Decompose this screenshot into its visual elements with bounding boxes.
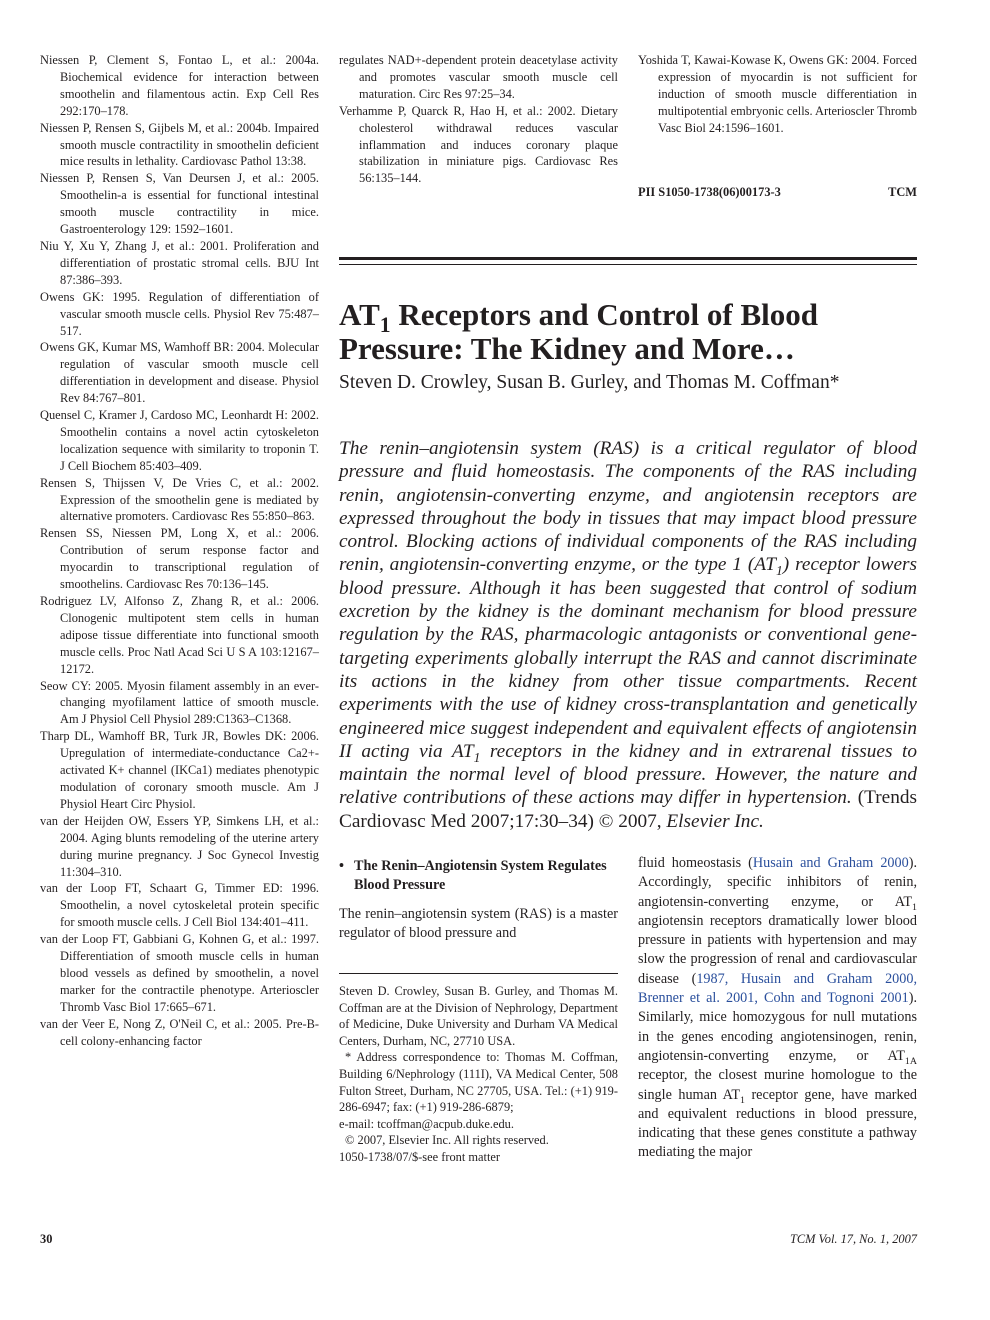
reference-item: Seow CY: 2005. Myosin filament assembly in an ever-changing myofilament lattice of smooth muscle. Am J Physiol Cell Physiol 289:C1363–C1368. bbox=[40, 678, 319, 727]
reference-item: Verhamme P, Quarck R, Hao H, et al.: 2002. Dietary cholesterol withdrawal reduces vascular inflammation and induces coronary plaque stabilization in miniature pigs. Cardiovasc Res 56:135–144. bbox=[339, 103, 618, 186]
article-title: $AT_1$ Receptors and Control of Blood Pressure: The Kidney and More… bbox=[339, 297, 819, 366]
reference-item: Niessen P, Clement S, Fontao L, et al.: 2004a. Biochemical evidence for interaction between smoothelin and filamentous actin. Exp Cell Res 292:170–178. bbox=[40, 53, 319, 118]
reference-list-col2 bbox=[339, 52, 618, 187]
reference-list-col3 bbox=[638, 52, 917, 137]
reference-item: regulates NAD+-dependent protein deacetylase activity and promotes vascular smooth muscle cell maturation. Circ Res 97:25–34. bbox=[339, 53, 618, 101]
affiliation-note: Steven D. Crowley, Susan B. Gurley, and Thomas M. Coffman are at the Division of Nephrology, Department of Medicine, Duke University and Durham VA Medical Centers, Durham, NC, 27710 USA. bbox=[339, 984, 618, 1048]
header-rule-thin bbox=[339, 264, 917, 265]
issn-note: 1050-1738/07/$-see front matter bbox=[339, 1149, 501, 1164]
reference-item: Rensen SS, Niessen PM, Long X, et al.: 2006. Contribution of serum response factor and myocardin to transcriptional regulation of smoothelins. Cardiovasc Res 70:136–145. bbox=[40, 526, 319, 592]
article-authors: Steven D. Crowley, Susan B. Gurley, and Thomas M. Coffman* bbox=[339, 372, 840, 393]
reference-item: van der Veer E, Nong Z, O'Neil C, et al.: 2005. Pre-B-cell colony-enhancing factor bbox=[40, 1016, 319, 1048]
pii-line bbox=[638, 185, 917, 200]
journal-tag: TCM bbox=[888, 185, 917, 199]
reference-item: van der Loop FT, Gabbiani G, Kohnen G, et al.: 1997. Differentiation of smooth muscle cells in human blood vessels as defined by smoothelin, a novel marker for the contractile phenotype. Arterioscler Thromb Vasc Biol 17:665–671. bbox=[40, 932, 319, 1014]
pii-code: PII S1050-1738(06)00173-3 bbox=[638, 185, 781, 199]
reference-item: Yoshida T, Kawai-Kowase K, Owens GK: 2004. Forced expression of myocardin is not sufficient for induction of smooth muscle differentiation in multipotential embryonic cells. Arterioscler Thromb Vasc Biol 24:1596–1601. bbox=[638, 53, 917, 135]
reference-item: van der Heijden OW, Essers YP, Simkens LH, et al.: 2004. Aging blunts remodeling of the uterine artery during murine pregnancy. J Soc Gynecol Investig 11:304–310. bbox=[40, 813, 319, 879]
reference-item: Rodriguez LV, Alfonso Z, Zhang R, et al.: 2006. Clonogenic multipotent stem cells in human adipose tissue differentiate into functional smooth muscle cells. Proc Natl Acad Sci U S A 103:12167–12172. bbox=[40, 594, 319, 676]
section-heading: • The Renin–Angiotensin System Regulates Blood Pressure bbox=[339, 858, 607, 894]
reference-item: Niu Y, Xu Y, Zhang J, et al.: 2001. Proliferation and differentiation of prostatic stromal cells. BJU Int 87:386–393. bbox=[40, 238, 319, 287]
copyright-note: © 2007, Elsevier Inc. All rights reserved. bbox=[345, 1133, 549, 1148]
page-number: 30 bbox=[40, 1232, 53, 1246]
author-footnote bbox=[339, 983, 618, 1166]
reference-item: van der Loop FT, Schaart G, Timmer ED: 1996. Smoothelin, a novel cytoskeletal protein specific for smooth muscle cells. J Cell Biol 134:401–411. bbox=[40, 881, 319, 930]
abstract: The renin–angiotensin system (RAS) is a critical regulator of blood pressure and fluid homeostasis. The components of the RAS including renin, angiotensin-converting enzyme, and angiotensin receptors are expressed throughout the body in tissues that may impact blood pressure control. Blocking actions of individual components of the RAS including renin, angiotensin-converting enzyme, or the type 1 $(AT_1)$ receptor lowers blood pressure. Although it has been suggested that control of sodium excretion by the kidney is the dominant mechanism for blood pressure regulation by the RAS, pharmacologic antagonists or conventional gene-targeting experiments globally interrupt the RAS and cannot discriminate its actions in the kidney from other tissue compartments. Recent experiments with the use of kidney cross-transplantation and genetically engineered mice suggest independent and equivalent effects of angiotensin II acting via $AT_1$ receptors in the kidney and in extrarenal tissues to maintain the normal level of blood pressure. However, the nature and relative contributions of these actions may differ in hypertension. (Trends Cardiovasc Med 2007;17:30–34) © 2007, Elsevier Inc. bbox=[339, 438, 918, 832]
reference-item: Rensen S, Thijssen V, De Vries C, et al.: 2002. Expression of the smoothelin gene is mediated by alternative promoters. Cardiovasc Res 55:850–863. bbox=[40, 475, 319, 524]
email-note: e-mail: tcoffman@acpub.duke.edu. bbox=[339, 1116, 514, 1131]
body-text-right: fluid homeostasis (Husain and Graham 2000). Accordingly, specific inhibitors of renin, angiotensin-converting enzyme, or $AT_1$ angiotensin receptors dramatically lower blood pressure in patients with hypertension and may slow the progression of renal and cardiovascular disease (1987, Husain and Graham 2000, Brenner et al. 2001, Cohn and Tognoni 2001). Similarly, mice homozygous for null mutations in the genes encoding angiotensinogen, renin, angiotensin-converting enzyme, or $AT_{1A}$ receptor, the closest murine homologue to the single human $AT_1$ receptor gene, have marked and equivalent reductions in blood pressure, indicating that these genes constitute a pathway mediating the major bbox=[638, 855, 918, 1161]
header-rule-thick bbox=[339, 257, 917, 260]
reference-item: Owens GK: 1995. Regulation of differentiation of vascular smooth muscle cells. Physiol Rev 75:487–517. bbox=[40, 289, 319, 338]
citation-link[interactable]: 1987, Husain and Graham 2000, Brenner et al. 2001, Cohn and Tognoni 2001 bbox=[638, 970, 917, 1007]
reference-item: Owens GK, Kumar MS, Wamhoff BR: 2004. Molecular regulation of vascular smooth muscle cell differentiation in development and disease. Physiol Rev 84:767–801. bbox=[40, 340, 319, 406]
correspondence-note: * Address correspondence to: Thomas M. Coffman, Building 6/Nephrology (111I), VA Medical Center, 508 Fulton Street, Durham, NC 27705, USA. Tel.: (+1) 919-286-6947; fax: (+1) 919-286-6879; bbox=[339, 1050, 618, 1115]
footnote-divider bbox=[339, 973, 618, 974]
journal-footer: TCM Vol. 17, No. 1, 2007 bbox=[789, 1232, 917, 1246]
body-text-left: The renin–angiotensin system (RAS) is a master regulator of blood pressure and bbox=[339, 906, 618, 942]
reference-item: Niessen P, Rensen S, Gijbels M, et al.: 2004b. Impaired smooth muscle contractility in smoothelin deficient mice results in lethality. Cardiovasc Pathol 13:38. bbox=[40, 120, 319, 169]
reference-item: Quensel C, Kramer J, Cardoso MC, Leonhardt H: 2002. Smoothelin contains a novel actin cytoskeleton localization sequence with similarity to troponin T. J Cell Biochem 85:403–409. bbox=[40, 408, 319, 473]
reference-item: Niessen P, Rensen S, Van Deursen J, et al.: 2005. Smoothelin-a is essential for functional intestinal smooth muscle contractility in mice. Gastroenterology 129: 1592–1601. bbox=[40, 171, 319, 237]
reference-list-col1 bbox=[40, 52, 319, 1049]
reference-item: Tharp DL, Wamhoff BR, Turk JR, Bowles DK: 2006. Upregulation of intermediate-conductance Ca2+-activated K+ channel (IKCa1) mediates phenotypic modulation of coronary smooth muscle. Am J Physiol Heart Circ Physiol. bbox=[40, 729, 319, 811]
bullet-icon: • bbox=[339, 858, 344, 874]
citation-link[interactable]: Husain and Graham 2000 bbox=[752, 855, 909, 871]
abstract-citation: (Trends Cardiovasc Med 2007;17:30–34) © 2007, bbox=[339, 787, 917, 832]
